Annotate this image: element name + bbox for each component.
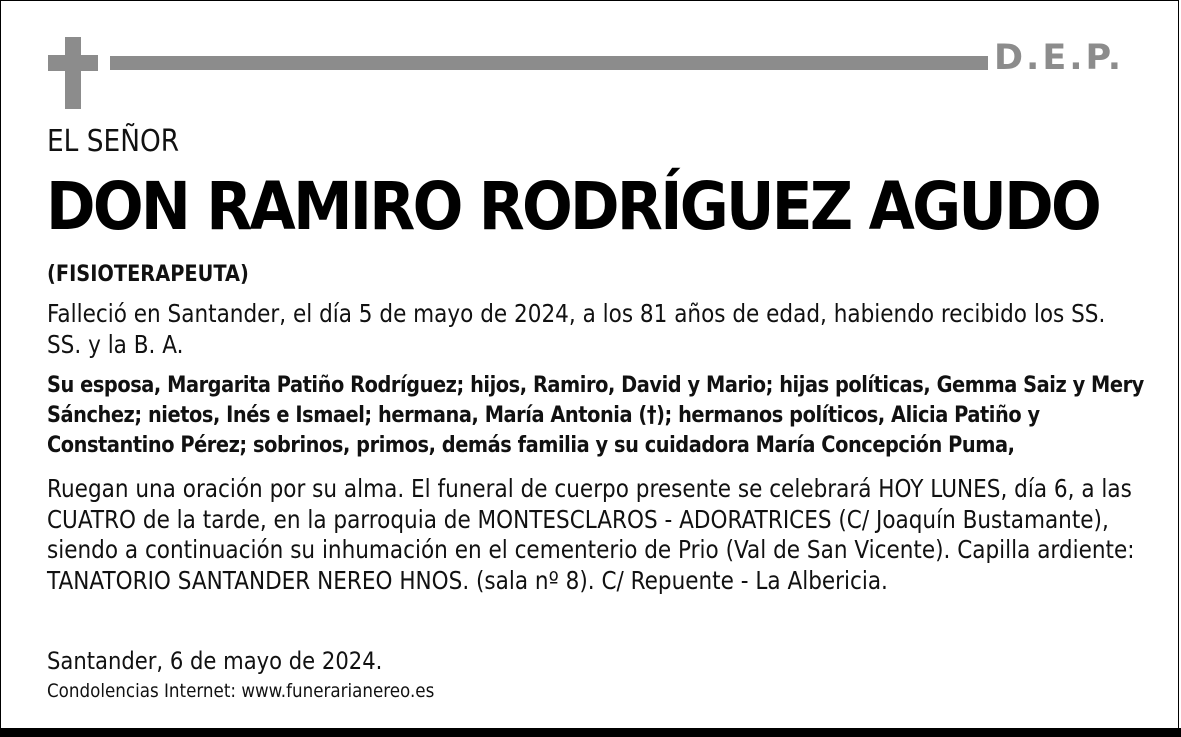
dep-label: D.E.P. — [994, 38, 1125, 78]
place-date: Santander, 6 de mayo de 2024. — [47, 647, 383, 675]
death-notice: Falleció en Santander, el día 5 de mayo de 2024, a los 81 años de edad, habiendo recibido los SS. SS. y la B. A. — [47, 299, 1106, 359]
family-list: Su esposa, Margarita Patiño Rodríguez; hijos, Ramiro, David y Mario; hijas políticas, Gemma Saiz y Mery Sánchez; nietos, Inés e Ismael; hermana, María Antonia (†); hermanos políticos, Alicia Patiño y Constantino Pérez; sobrinos, primos, demás familia y su cuidadora María Concepción Puma, — [47, 373, 1144, 458]
cross-icon-horizontal — [48, 55, 98, 71]
header-rule — [110, 56, 988, 70]
profession: (FISIOTERAPEUTA) — [47, 262, 249, 287]
funeral-details: Ruegan una oración por su alma. El funeral de cuerpo presente se celebrará HOY LUNES, día 6, a las CUATRO de la tarde, en la parroquia de MONTESCLAROS - ADORATRICES (C/ Joaquín Bustamante), siendo a continuación su inhumación en el cementerio de Prio (Val de San Vicente). Capilla ardiente: TANATORIO SANTANDER NEREO HNOS. (sala nº 8). C/ Repuente - La Albericia. — [47, 474, 1135, 595]
deceased-name: DON RAMIRO RODRÍGUEZ AGUDO — [46, 168, 1100, 245]
cross-icon-vertical — [65, 37, 81, 109]
bottom-border — [0, 728, 1181, 737]
honorific: EL SEÑOR — [47, 124, 180, 159]
condolences-link[interactable]: Condolencias Internet: www.funerarianereo.es — [47, 680, 435, 702]
